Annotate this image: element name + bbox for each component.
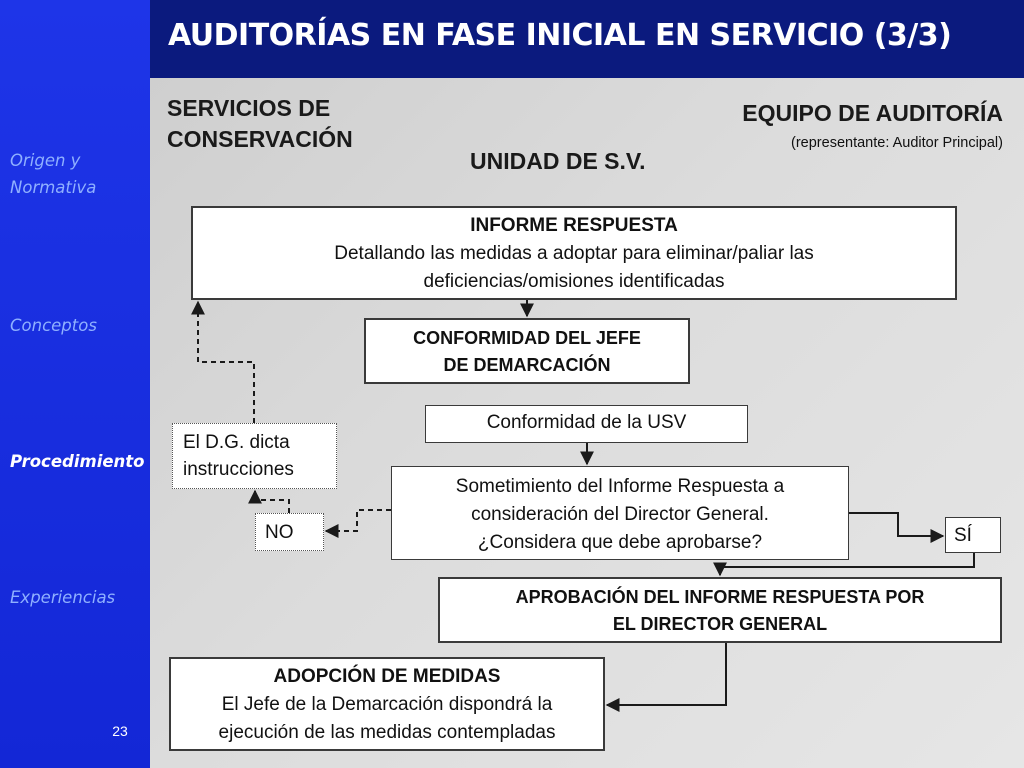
decision-si-box	[945, 517, 1001, 553]
box-text: ¿Considera que debe aprobarse?	[477, 532, 763, 553]
page-title: AUDITORÍAS EN FASE INICIAL EN SERVICIO (3/3)	[168, 18, 952, 53]
nav-item-origen-normativa[interactable]	[10, 147, 150, 201]
nav-item-procedimiento[interactable]	[10, 448, 150, 475]
nav-item-label: Conceptos	[10, 316, 97, 335]
decision-no-box	[255, 513, 324, 551]
box-text: SÍ	[954, 525, 972, 546]
box-text: NO	[265, 522, 294, 543]
header-bar	[150, 0, 1024, 78]
lane-label-line: CONSERVACIÓN	[167, 126, 353, 152]
box-text: ejecución de las medidas contempladas	[218, 722, 556, 743]
nav-item-conceptos[interactable]	[10, 312, 150, 339]
box-title: APROBACIÓN DEL INFORME RESPUESTA POR	[515, 587, 925, 607]
box-text: El Jefe de la Demarcación dispondrá la	[221, 694, 553, 715]
box-title: ADOPCIÓN DE MEDIDAS	[273, 666, 501, 687]
box-text: El D.G. dicta	[183, 432, 290, 453]
lane-label-equipo: EQUIPO DE AUDITORÍA	[742, 100, 1003, 126]
nav-item-experiencias[interactable]	[10, 584, 150, 611]
nav-item-label: Experiencias	[10, 588, 116, 607]
adopcion-medidas-box	[169, 657, 605, 751]
conformidad-jefe-box	[364, 318, 690, 384]
lane-label-line: SERVICIOS DE	[167, 95, 331, 121]
box-text: Conformidad de la USV	[486, 412, 687, 433]
sometimiento-box	[391, 466, 849, 560]
lane-label-equipo-sub: (representante: Auditor Principal)	[791, 135, 1003, 151]
informe-respuesta-box	[191, 206, 957, 300]
nav-item-label: Normativa	[10, 178, 97, 197]
nav-item-label: Procedimiento	[10, 452, 145, 471]
lane-label-unidad: UNIDAD DE S.V.	[470, 148, 646, 174]
sidebar	[0, 0, 150, 768]
box-title: EL DIRECTOR GENERAL	[612, 614, 828, 634]
box-text: Sometimiento del Informe Respuesta a	[455, 476, 785, 497]
dg-instrucciones-box	[172, 423, 337, 489]
box-text: Detallando las medidas a adoptar para eliminar/paliar las	[334, 243, 814, 264]
box-text: deficiencias/omisiones identificadas	[423, 271, 725, 292]
lane-label-servicios	[167, 93, 353, 155]
box-text: instrucciones	[183, 459, 294, 480]
nav-item-label: Origen y	[10, 151, 81, 170]
box-text: consideración del Director General.	[471, 504, 769, 525]
box-title: INFORME RESPUESTA	[470, 215, 678, 236]
box-title: CONFORMIDAD DEL JEFE	[413, 328, 641, 348]
page-number: 23	[112, 723, 128, 739]
aprobacion-box	[438, 577, 1002, 643]
box-title: DE DEMARCACIÓN	[443, 355, 611, 375]
conformidad-usv-box	[425, 405, 748, 443]
